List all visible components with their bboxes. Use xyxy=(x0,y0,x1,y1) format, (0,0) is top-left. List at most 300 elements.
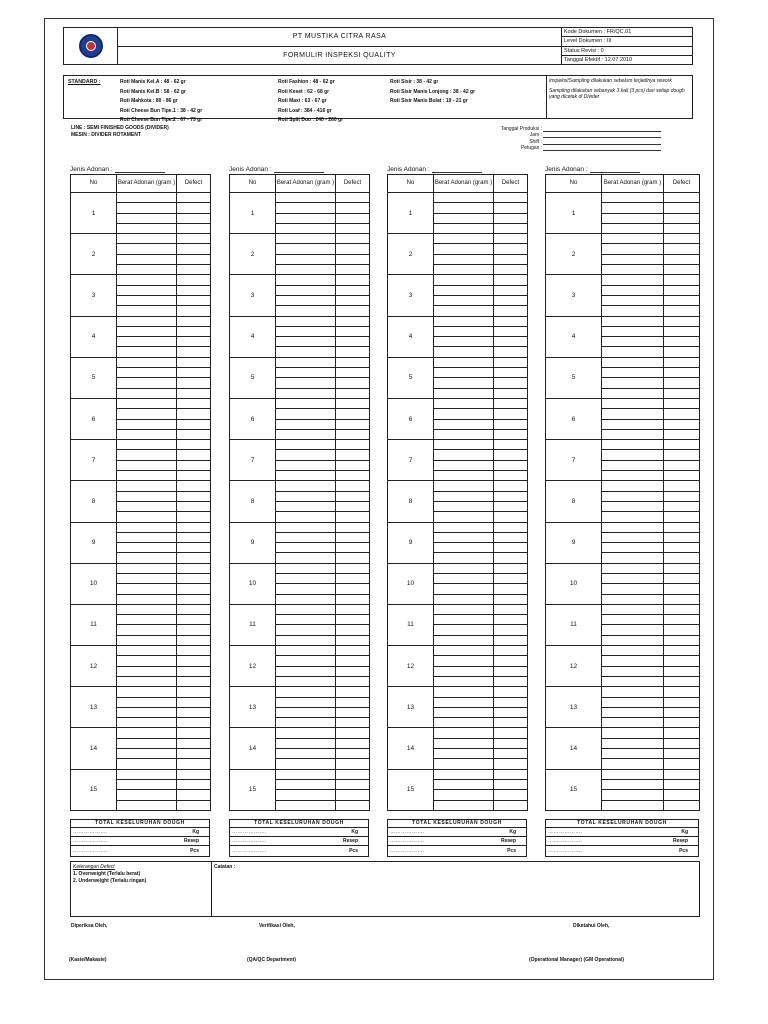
defect-cell[interactable] xyxy=(336,512,370,522)
defect-cell[interactable] xyxy=(664,738,700,748)
defect-cell[interactable] xyxy=(664,481,700,491)
weight-cell[interactable] xyxy=(434,532,494,542)
weight-cell[interactable] xyxy=(602,471,664,481)
defect-cell[interactable] xyxy=(494,553,528,563)
defect-cell[interactable] xyxy=(494,522,528,532)
defect-cell[interactable] xyxy=(336,728,370,738)
weight-cell[interactable] xyxy=(276,409,336,419)
defect-cell[interactable] xyxy=(494,203,528,213)
weight-cell[interactable] xyxy=(602,491,664,501)
weight-cell[interactable] xyxy=(117,563,177,573)
weight-cell[interactable] xyxy=(602,254,664,264)
defect-cell[interactable] xyxy=(336,532,370,542)
defect-cell[interactable] xyxy=(664,471,700,481)
defect-cell[interactable] xyxy=(336,409,370,419)
weight-cell[interactable] xyxy=(276,646,336,656)
weight-cell[interactable] xyxy=(434,769,494,779)
defect-cell[interactable] xyxy=(494,604,528,614)
weight-cell[interactable] xyxy=(602,213,664,223)
defect-cell[interactable] xyxy=(494,223,528,233)
weight-cell[interactable] xyxy=(276,306,336,316)
defect-cell[interactable] xyxy=(494,368,528,378)
defect-cell[interactable] xyxy=(494,213,528,223)
defect-cell[interactable] xyxy=(664,646,700,656)
weight-cell[interactable] xyxy=(276,326,336,336)
weight-cell[interactable] xyxy=(602,656,664,666)
defect-cell[interactable] xyxy=(494,337,528,347)
defect-cell[interactable] xyxy=(664,563,700,573)
defect-cell[interactable] xyxy=(494,769,528,779)
defect-cell[interactable] xyxy=(177,326,211,336)
defect-cell[interactable] xyxy=(177,285,211,295)
defect-cell[interactable] xyxy=(664,295,700,305)
defect-cell[interactable] xyxy=(494,419,528,429)
defect-cell[interactable] xyxy=(177,656,211,666)
weight-cell[interactable] xyxy=(434,460,494,470)
weight-cell[interactable] xyxy=(117,306,177,316)
weight-cell[interactable] xyxy=(434,368,494,378)
defect-cell[interactable] xyxy=(664,244,700,254)
weight-cell[interactable] xyxy=(276,728,336,738)
total-value-field[interactable]: ………………. xyxy=(232,838,267,845)
defect-cell[interactable] xyxy=(494,285,528,295)
weight-cell[interactable] xyxy=(117,357,177,367)
weight-cell[interactable] xyxy=(276,738,336,748)
defect-cell[interactable] xyxy=(494,707,528,717)
defect-cell[interactable] xyxy=(664,573,700,583)
weight-cell[interactable] xyxy=(276,213,336,223)
defect-cell[interactable] xyxy=(336,254,370,264)
defect-cell[interactable] xyxy=(177,501,211,511)
defect-cell[interactable] xyxy=(177,368,211,378)
defect-cell[interactable] xyxy=(336,295,370,305)
weight-cell[interactable] xyxy=(602,790,664,800)
weight-cell[interactable] xyxy=(602,316,664,326)
weight-cell[interactable] xyxy=(276,697,336,707)
weight-cell[interactable] xyxy=(602,368,664,378)
defect-cell[interactable] xyxy=(177,749,211,759)
defect-cell[interactable] xyxy=(336,584,370,594)
weight-cell[interactable] xyxy=(117,213,177,223)
prod-date-field[interactable] xyxy=(543,127,661,132)
weight-cell[interactable] xyxy=(117,388,177,398)
defect-cell[interactable] xyxy=(177,512,211,522)
weight-cell[interactable] xyxy=(434,378,494,388)
weight-cell[interactable] xyxy=(117,707,177,717)
defect-cell[interactable] xyxy=(664,491,700,501)
defect-cell[interactable] xyxy=(494,738,528,748)
weight-cell[interactable] xyxy=(276,749,336,759)
weight-cell[interactable] xyxy=(276,295,336,305)
defect-cell[interactable] xyxy=(177,697,211,707)
weight-cell[interactable] xyxy=(602,244,664,254)
weight-cell[interactable] xyxy=(117,275,177,285)
defect-cell[interactable] xyxy=(494,594,528,604)
weight-cell[interactable] xyxy=(117,471,177,481)
weight-cell[interactable] xyxy=(434,584,494,594)
defect-cell[interactable] xyxy=(664,749,700,759)
weight-cell[interactable] xyxy=(117,244,177,254)
weight-cell[interactable] xyxy=(434,656,494,666)
weight-cell[interactable] xyxy=(602,440,664,450)
jenis-adonan-field[interactable] xyxy=(590,164,640,173)
defect-cell[interactable] xyxy=(177,450,211,460)
weight-cell[interactable] xyxy=(434,738,494,748)
weight-cell[interactable] xyxy=(602,203,664,213)
defect-cell[interactable] xyxy=(177,718,211,728)
weight-cell[interactable] xyxy=(276,203,336,213)
defect-cell[interactable] xyxy=(664,347,700,357)
defect-cell[interactable] xyxy=(494,244,528,254)
weight-cell[interactable] xyxy=(117,398,177,408)
weight-cell[interactable] xyxy=(434,666,494,676)
defect-cell[interactable] xyxy=(177,790,211,800)
defect-cell[interactable] xyxy=(494,532,528,542)
defect-cell[interactable] xyxy=(664,512,700,522)
weight-cell[interactable] xyxy=(117,573,177,583)
weight-cell[interactable] xyxy=(434,718,494,728)
defect-cell[interactable] xyxy=(336,604,370,614)
defect-cell[interactable] xyxy=(494,429,528,439)
weight-cell[interactable] xyxy=(117,326,177,336)
weight-cell[interactable] xyxy=(434,357,494,367)
weight-cell[interactable] xyxy=(602,635,664,645)
defect-cell[interactable] xyxy=(336,759,370,769)
weight-cell[interactable] xyxy=(602,409,664,419)
defect-cell[interactable] xyxy=(664,604,700,614)
weight-cell[interactable] xyxy=(117,759,177,769)
defect-cell[interactable] xyxy=(336,563,370,573)
weight-cell[interactable] xyxy=(434,213,494,223)
weight-cell[interactable] xyxy=(602,337,664,347)
defect-cell[interactable] xyxy=(177,347,211,357)
defect-cell[interactable] xyxy=(494,481,528,491)
weight-cell[interactable] xyxy=(434,749,494,759)
defect-cell[interactable] xyxy=(336,553,370,563)
weight-cell[interactable] xyxy=(602,522,664,532)
defect-cell[interactable] xyxy=(336,790,370,800)
defect-cell[interactable] xyxy=(494,718,528,728)
weight-cell[interactable] xyxy=(276,800,336,810)
defect-cell[interactable] xyxy=(664,203,700,213)
defect-cell[interactable] xyxy=(664,769,700,779)
weight-cell[interactable] xyxy=(276,687,336,697)
defect-cell[interactable] xyxy=(664,728,700,738)
weight-cell[interactable] xyxy=(117,543,177,553)
defect-cell[interactable] xyxy=(494,409,528,419)
weight-cell[interactable] xyxy=(434,244,494,254)
weight-cell[interactable] xyxy=(602,594,664,604)
defect-cell[interactable] xyxy=(664,553,700,563)
defect-cell[interactable] xyxy=(177,491,211,501)
defect-cell[interactable] xyxy=(336,687,370,697)
defect-cell[interactable] xyxy=(177,388,211,398)
defect-cell[interactable] xyxy=(664,213,700,223)
total-value-field[interactable]: ………………. xyxy=(390,828,425,835)
defect-cell[interactable] xyxy=(336,357,370,367)
weight-cell[interactable] xyxy=(276,481,336,491)
weight-cell[interactable] xyxy=(276,676,336,686)
weight-cell[interactable] xyxy=(434,265,494,275)
weight-cell[interactable] xyxy=(602,563,664,573)
weight-cell[interactable] xyxy=(434,728,494,738)
defect-cell[interactable] xyxy=(664,285,700,295)
weight-cell[interactable] xyxy=(602,728,664,738)
weight-cell[interactable] xyxy=(602,265,664,275)
weight-cell[interactable] xyxy=(434,512,494,522)
defect-cell[interactable] xyxy=(177,676,211,686)
weight-cell[interactable] xyxy=(117,419,177,429)
weight-cell[interactable] xyxy=(602,419,664,429)
weight-cell[interactable] xyxy=(434,326,494,336)
defect-cell[interactable] xyxy=(494,460,528,470)
weight-cell[interactable] xyxy=(434,285,494,295)
weight-cell[interactable] xyxy=(434,347,494,357)
weight-cell[interactable] xyxy=(434,275,494,285)
defect-cell[interactable] xyxy=(177,357,211,367)
weight-cell[interactable] xyxy=(434,450,494,460)
defect-cell[interactable] xyxy=(336,450,370,460)
defect-cell[interactable] xyxy=(177,594,211,604)
weight-cell[interactable] xyxy=(276,532,336,542)
weight-cell[interactable] xyxy=(276,440,336,450)
defect-cell[interactable] xyxy=(494,543,528,553)
defect-cell[interactable] xyxy=(664,223,700,233)
weight-cell[interactable] xyxy=(434,697,494,707)
weight-cell[interactable] xyxy=(276,718,336,728)
defect-cell[interactable] xyxy=(664,193,700,203)
defect-cell[interactable] xyxy=(664,265,700,275)
weight-cell[interactable] xyxy=(602,193,664,203)
weight-cell[interactable] xyxy=(434,635,494,645)
defect-cell[interactable] xyxy=(177,635,211,645)
weight-cell[interactable] xyxy=(434,759,494,769)
defect-cell[interactable] xyxy=(336,244,370,254)
defect-cell[interactable] xyxy=(664,635,700,645)
defect-cell[interactable] xyxy=(177,409,211,419)
defect-cell[interactable] xyxy=(664,275,700,285)
defect-cell[interactable] xyxy=(336,398,370,408)
weight-cell[interactable] xyxy=(276,357,336,367)
defect-cell[interactable] xyxy=(664,584,700,594)
weight-cell[interactable] xyxy=(276,275,336,285)
weight-cell[interactable] xyxy=(117,316,177,326)
weight-cell[interactable] xyxy=(276,450,336,460)
defect-cell[interactable] xyxy=(664,656,700,666)
weight-cell[interactable] xyxy=(434,337,494,347)
defect-cell[interactable] xyxy=(494,316,528,326)
defect-cell[interactable] xyxy=(336,656,370,666)
weight-cell[interactable] xyxy=(434,429,494,439)
weight-cell[interactable] xyxy=(117,553,177,563)
defect-cell[interactable] xyxy=(494,666,528,676)
defect-cell[interactable] xyxy=(177,337,211,347)
weight-cell[interactable] xyxy=(434,491,494,501)
defect-cell[interactable] xyxy=(494,687,528,697)
weight-cell[interactable] xyxy=(276,460,336,470)
defect-cell[interactable] xyxy=(336,676,370,686)
defect-cell[interactable] xyxy=(336,460,370,470)
defect-cell[interactable] xyxy=(336,491,370,501)
defect-cell[interactable] xyxy=(177,707,211,717)
defect-cell[interactable] xyxy=(336,738,370,748)
defect-cell[interactable] xyxy=(494,512,528,522)
weight-cell[interactable] xyxy=(276,316,336,326)
weight-cell[interactable] xyxy=(434,676,494,686)
defect-cell[interactable] xyxy=(336,213,370,223)
weight-cell[interactable] xyxy=(602,512,664,522)
defect-cell[interactable] xyxy=(494,254,528,264)
weight-cell[interactable] xyxy=(434,419,494,429)
defect-cell[interactable] xyxy=(664,666,700,676)
defect-cell[interactable] xyxy=(336,223,370,233)
weight-cell[interactable] xyxy=(117,460,177,470)
defect-cell[interactable] xyxy=(494,440,528,450)
weight-cell[interactable] xyxy=(602,769,664,779)
defect-cell[interactable] xyxy=(664,368,700,378)
defect-cell[interactable] xyxy=(664,676,700,686)
weight-cell[interactable] xyxy=(602,800,664,810)
defect-cell[interactable] xyxy=(494,501,528,511)
defect-cell[interactable] xyxy=(664,316,700,326)
weight-cell[interactable] xyxy=(276,635,336,645)
defect-cell[interactable] xyxy=(664,388,700,398)
weight-cell[interactable] xyxy=(434,388,494,398)
weight-cell[interactable] xyxy=(117,193,177,203)
defect-cell[interactable] xyxy=(336,635,370,645)
defect-cell[interactable] xyxy=(177,522,211,532)
weight-cell[interactable] xyxy=(434,316,494,326)
defect-cell[interactable] xyxy=(336,388,370,398)
weight-cell[interactable] xyxy=(602,779,664,789)
defect-cell[interactable] xyxy=(177,471,211,481)
weight-cell[interactable] xyxy=(434,646,494,656)
weight-cell[interactable] xyxy=(434,203,494,213)
defect-cell[interactable] xyxy=(336,440,370,450)
defect-cell[interactable] xyxy=(177,728,211,738)
weight-cell[interactable] xyxy=(276,769,336,779)
weight-cell[interactable] xyxy=(276,707,336,717)
weight-cell[interactable] xyxy=(602,625,664,635)
weight-cell[interactable] xyxy=(602,378,664,388)
weight-cell[interactable] xyxy=(602,759,664,769)
weight-cell[interactable] xyxy=(434,594,494,604)
weight-cell[interactable] xyxy=(602,398,664,408)
weight-cell[interactable] xyxy=(117,738,177,748)
defect-cell[interactable] xyxy=(664,440,700,450)
weight-cell[interactable] xyxy=(117,450,177,460)
weight-cell[interactable] xyxy=(434,193,494,203)
weight-cell[interactable] xyxy=(117,223,177,233)
weight-cell[interactable] xyxy=(602,326,664,336)
defect-cell[interactable] xyxy=(494,656,528,666)
defect-cell[interactable] xyxy=(494,357,528,367)
weight-cell[interactable] xyxy=(434,687,494,697)
weight-cell[interactable] xyxy=(602,532,664,542)
prod-shift-field[interactable] xyxy=(543,140,661,145)
weight-cell[interactable] xyxy=(602,234,664,244)
defect-cell[interactable] xyxy=(336,615,370,625)
defect-cell[interactable] xyxy=(494,347,528,357)
weight-cell[interactable] xyxy=(276,512,336,522)
jenis-adonan-field[interactable] xyxy=(115,164,165,173)
weight-cell[interactable] xyxy=(276,573,336,583)
weight-cell[interactable] xyxy=(276,604,336,614)
weight-cell[interactable] xyxy=(434,471,494,481)
defect-cell[interactable] xyxy=(177,213,211,223)
defect-cell[interactable] xyxy=(664,234,700,244)
weight-cell[interactable] xyxy=(117,522,177,532)
weight-cell[interactable] xyxy=(602,543,664,553)
defect-cell[interactable] xyxy=(177,800,211,810)
defect-cell[interactable] xyxy=(664,625,700,635)
defect-cell[interactable] xyxy=(494,759,528,769)
defect-cell[interactable] xyxy=(336,718,370,728)
total-value-field[interactable]: ………………. xyxy=(548,838,583,845)
defect-cell[interactable] xyxy=(336,347,370,357)
defect-cell[interactable] xyxy=(336,522,370,532)
weight-cell[interactable] xyxy=(434,223,494,233)
weight-cell[interactable] xyxy=(117,295,177,305)
weight-cell[interactable] xyxy=(276,419,336,429)
defect-cell[interactable] xyxy=(494,306,528,316)
weight-cell[interactable] xyxy=(117,718,177,728)
defect-cell[interactable] xyxy=(494,697,528,707)
defect-cell[interactable] xyxy=(177,223,211,233)
weight-cell[interactable] xyxy=(434,625,494,635)
defect-cell[interactable] xyxy=(664,522,700,532)
defect-cell[interactable] xyxy=(664,543,700,553)
defect-cell[interactable] xyxy=(336,697,370,707)
weight-cell[interactable] xyxy=(434,409,494,419)
total-value-field[interactable]: ………………. xyxy=(548,848,583,855)
defect-cell[interactable] xyxy=(336,769,370,779)
weight-cell[interactable] xyxy=(276,265,336,275)
weight-cell[interactable] xyxy=(117,429,177,439)
defect-cell[interactable] xyxy=(336,316,370,326)
weight-cell[interactable] xyxy=(276,223,336,233)
defect-cell[interactable] xyxy=(494,635,528,645)
total-value-field[interactable]: ………………. xyxy=(232,848,267,855)
defect-cell[interactable] xyxy=(494,615,528,625)
defect-cell[interactable] xyxy=(177,254,211,264)
weight-cell[interactable] xyxy=(602,347,664,357)
defect-cell[interactable] xyxy=(664,429,700,439)
defect-cell[interactable] xyxy=(177,615,211,625)
weight-cell[interactable] xyxy=(117,532,177,542)
defect-cell[interactable] xyxy=(494,646,528,656)
defect-cell[interactable] xyxy=(177,275,211,285)
defect-cell[interactable] xyxy=(177,532,211,542)
defect-cell[interactable] xyxy=(336,800,370,810)
weight-cell[interactable] xyxy=(276,429,336,439)
weight-cell[interactable] xyxy=(117,790,177,800)
weight-cell[interactable] xyxy=(602,450,664,460)
prod-time-field[interactable] xyxy=(543,133,661,138)
weight-cell[interactable] xyxy=(276,337,336,347)
defect-cell[interactable] xyxy=(177,779,211,789)
weight-cell[interactable] xyxy=(117,697,177,707)
total-value-field[interactable]: ………………. xyxy=(390,838,425,845)
defect-cell[interactable] xyxy=(336,378,370,388)
defect-cell[interactable] xyxy=(664,800,700,810)
defect-cell[interactable] xyxy=(177,203,211,213)
weight-cell[interactable] xyxy=(434,615,494,625)
weight-cell[interactable] xyxy=(117,440,177,450)
weight-cell[interactable] xyxy=(276,779,336,789)
defect-cell[interactable] xyxy=(664,501,700,511)
weight-cell[interactable] xyxy=(117,594,177,604)
